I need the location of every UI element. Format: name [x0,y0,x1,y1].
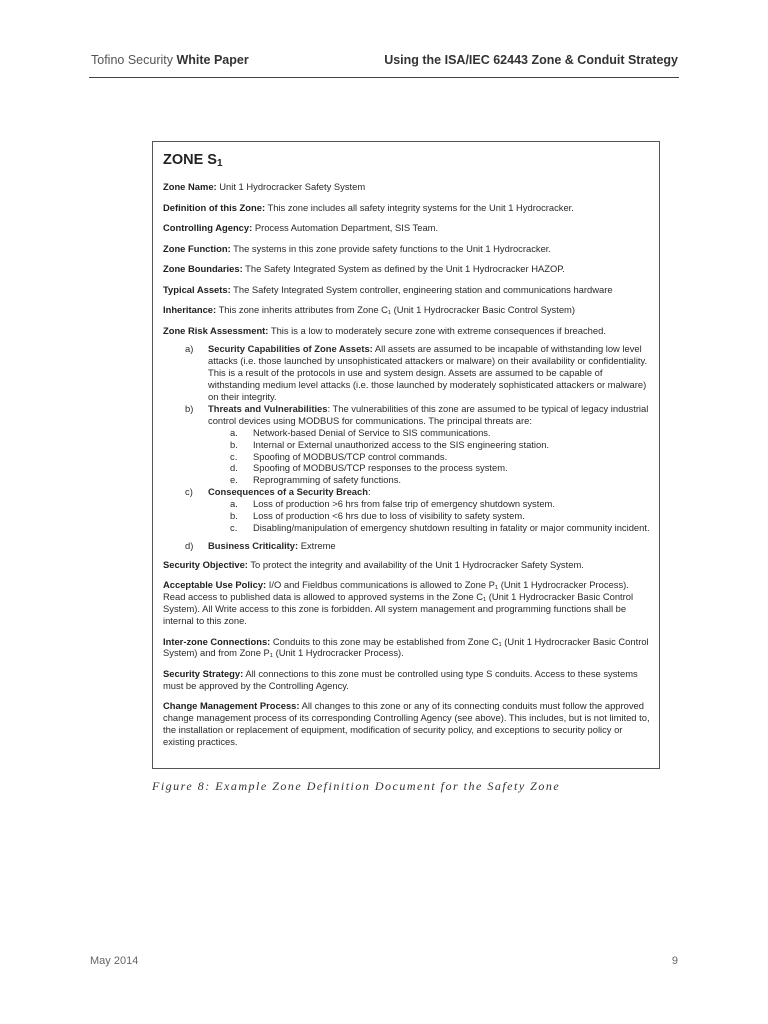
sub-list-item: a. Loss of production >6 hrs from false trip of emergency shutdown system. [230,498,555,510]
field-security-objective: Security Objective: To protect the integrity and availability of the Unit 1 Hydrocracker Safety System. [163,558,584,570]
risk-assessment-list [163,343,651,551]
running-header-title: Using the ISA/IEC 62443 Zone & Conduit Strategy [384,53,678,67]
sub-list-item: b. Loss of production <6 hrs due to loss of visibility to safety system. [230,510,525,522]
zone-definition-box [152,141,660,769]
field-security-strategy: Security Strategy: All connections to this zone must be controlled using type S conduits. Access to these systems must be approved by the Controlling Agency. [163,667,638,691]
header-divider [89,77,679,78]
field-change-management: Change Management Process: All changes to this zone or any of its connecting conduits must follow the approved change management process of its corresponding Controlling Agency (see above). This includes, but is not limited to, the installation or replacement of equipment, modification of security policy, and exceptions to security policy or existing practices. [163,700,650,748]
field-zone-boundaries: Zone Boundaries: The Safety Integrated System as defined by the Unit 1 Hydrocracker HAZOP. [163,263,565,274]
figure-caption: Figure 8: Example Zone Definition Document for the Safety Zone [152,779,561,793]
field-definition: Definition of this Zone: This zone includes all safety integrity systems for the Unit 1 Hydrocracker. [163,201,574,213]
list-item: b) Threats and Vulnerabilities: The vulnerabilities of this zone are assumed to be typical of legacy industrial control devices using MODBUS for communications. The principal threats are: a. Network-based Denial of Service to SIS communications. b. Internal or External unauthorized access to the SIS engineering station. c. Spoofing of MODBUS/TCP control commands. d. Spoofing of MODBUS/TCP responses to the process system. e. Reprogramming of safety functions. [163,403,651,486]
zone-title: ZONE $S_1$ [163,152,223,169]
field-zone-function: Zone Function: The systems in this zone provide safety functions to the Unit 1 Hydrocracker. [163,242,551,254]
sub-list-item: e. Reprogramming of safety functions. [230,474,401,486]
list-item: a) Security Capabilities of Zone Assets: All assets are assumed to be incapable of withstanding low level attacks (i.e. those launched by unsophisticated attackers or malware) on their availability or confidentiality. This is a result of the protocols in use and system design. Assets are assumed to be capable of withstanding medium level attacks (i.e. those launched by moderately sophisticated attackers or malware) on their integrity. [185,343,648,403]
field-inter-zone-connections: Inter-zone Connections: Conduits to this zone may be established from Zone C₁ (Unit 1 Hydrocracker Basic Control System) and from Zone P₁ (Unit 1 Hydrocracker Process). [163,635,649,659]
field-typical-assets: Typical Assets: The Safety Integrated System controller, engineering station and communications hardware [163,283,613,295]
list-item: c) Consequences of a Security Breach: a. Loss of production >6 hrs from false trip of emergency shutdown system. b. Loss of production <6 hrs due to loss of visibility to safety system. c. Disabling/manipulation of emergency shutdown resulting in fatality or major community incident. [185,486,650,533]
doc-type: White Paper [176,53,249,67]
field-risk-assessment: Zone Risk Assessment: This is a low to moderately secure zone with extreme consequences if breached. [163,324,606,336]
brand-name: Tofino Security [91,53,173,67]
running-header-left [91,53,249,67]
field-acceptable-use-policy: Acceptable Use Policy: I/O and Fieldbus communications is allowed to Zone P₁ (Unit 1 Hydrocracker Process). Read access to published data is allowed to approved systems in the Zone C₁ (Unit 1 Hydrocracker Basic Control System). All Write access to this zone is forbidden. All system management and programming functions shall be internal to this zone. [163,579,634,627]
page-number: 9 [671,955,678,967]
field-zone-name: Zone Name: Unit 1 Hydrocracker Safety System [163,181,366,192]
sub-list-item: d. Spoofing of MODBUS/TCP responses to the process system. [230,462,508,474]
list-item: d) Business Criticality: Extreme [185,539,336,551]
field-inheritance: Inheritance: This zone inherits attributes from Zone C₁ (Unit 1 Hydrocracker Basic Control System) [163,304,575,315]
sub-list-item: b. Internal or External unauthorized access to the SIS engineering station. [230,438,550,450]
sub-list-item: c. Disabling/manipulation of emergency shutdown resulting in fatality or major community incident. [230,522,650,533]
field-controlling-agency: Controlling Agency: Process Automation Department, SIS Team. [163,222,439,233]
sub-list-item: c. Spoofing of MODBUS/TCP control commands. [230,450,448,462]
sub-list-item: a. Network-based Denial of Service to SIS communications. [230,426,491,438]
footer-date: May 2014 [90,955,139,967]
